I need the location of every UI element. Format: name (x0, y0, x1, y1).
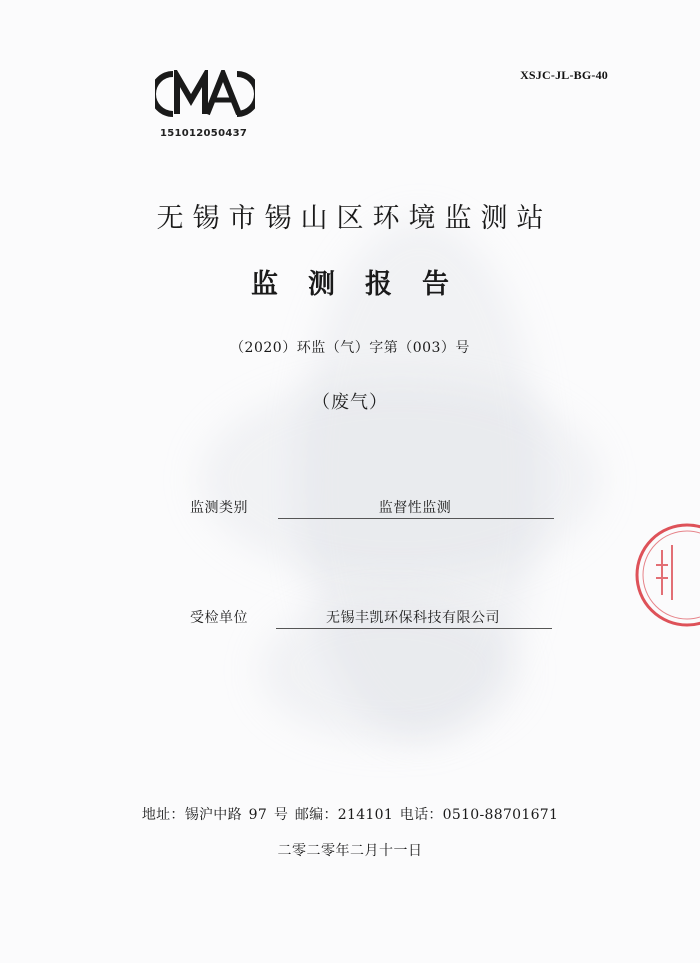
client-label: 受检单位 (190, 610, 248, 626)
official-seal-icon (632, 520, 700, 630)
footer-address: 地址：锡沪中路 97 号 邮编：214101 电话：0510-88701671 (141, 807, 559, 823)
document-code: XSJC-JL-BG-40 (520, 68, 608, 82)
category-label: 监测类别 (190, 500, 248, 516)
cma-certificate-number: 151012050437 (160, 128, 248, 139)
category-value: 监督性监测 (378, 500, 452, 516)
report-number: （2020）环监（气）字第（003）号 (230, 340, 470, 356)
cma-logo-icon (155, 70, 255, 118)
category-underline (278, 518, 554, 519)
report-title: 监测报告 (251, 269, 479, 300)
client-value: 无锡丰凯环保科技有限公司 (326, 610, 500, 626)
client-underline (276, 628, 552, 629)
station-name: 无锡市锡山区环境监测站 (156, 203, 553, 234)
report-type: （废气） (312, 392, 388, 413)
report-date: 二零二零年二月十一日 (277, 843, 423, 859)
